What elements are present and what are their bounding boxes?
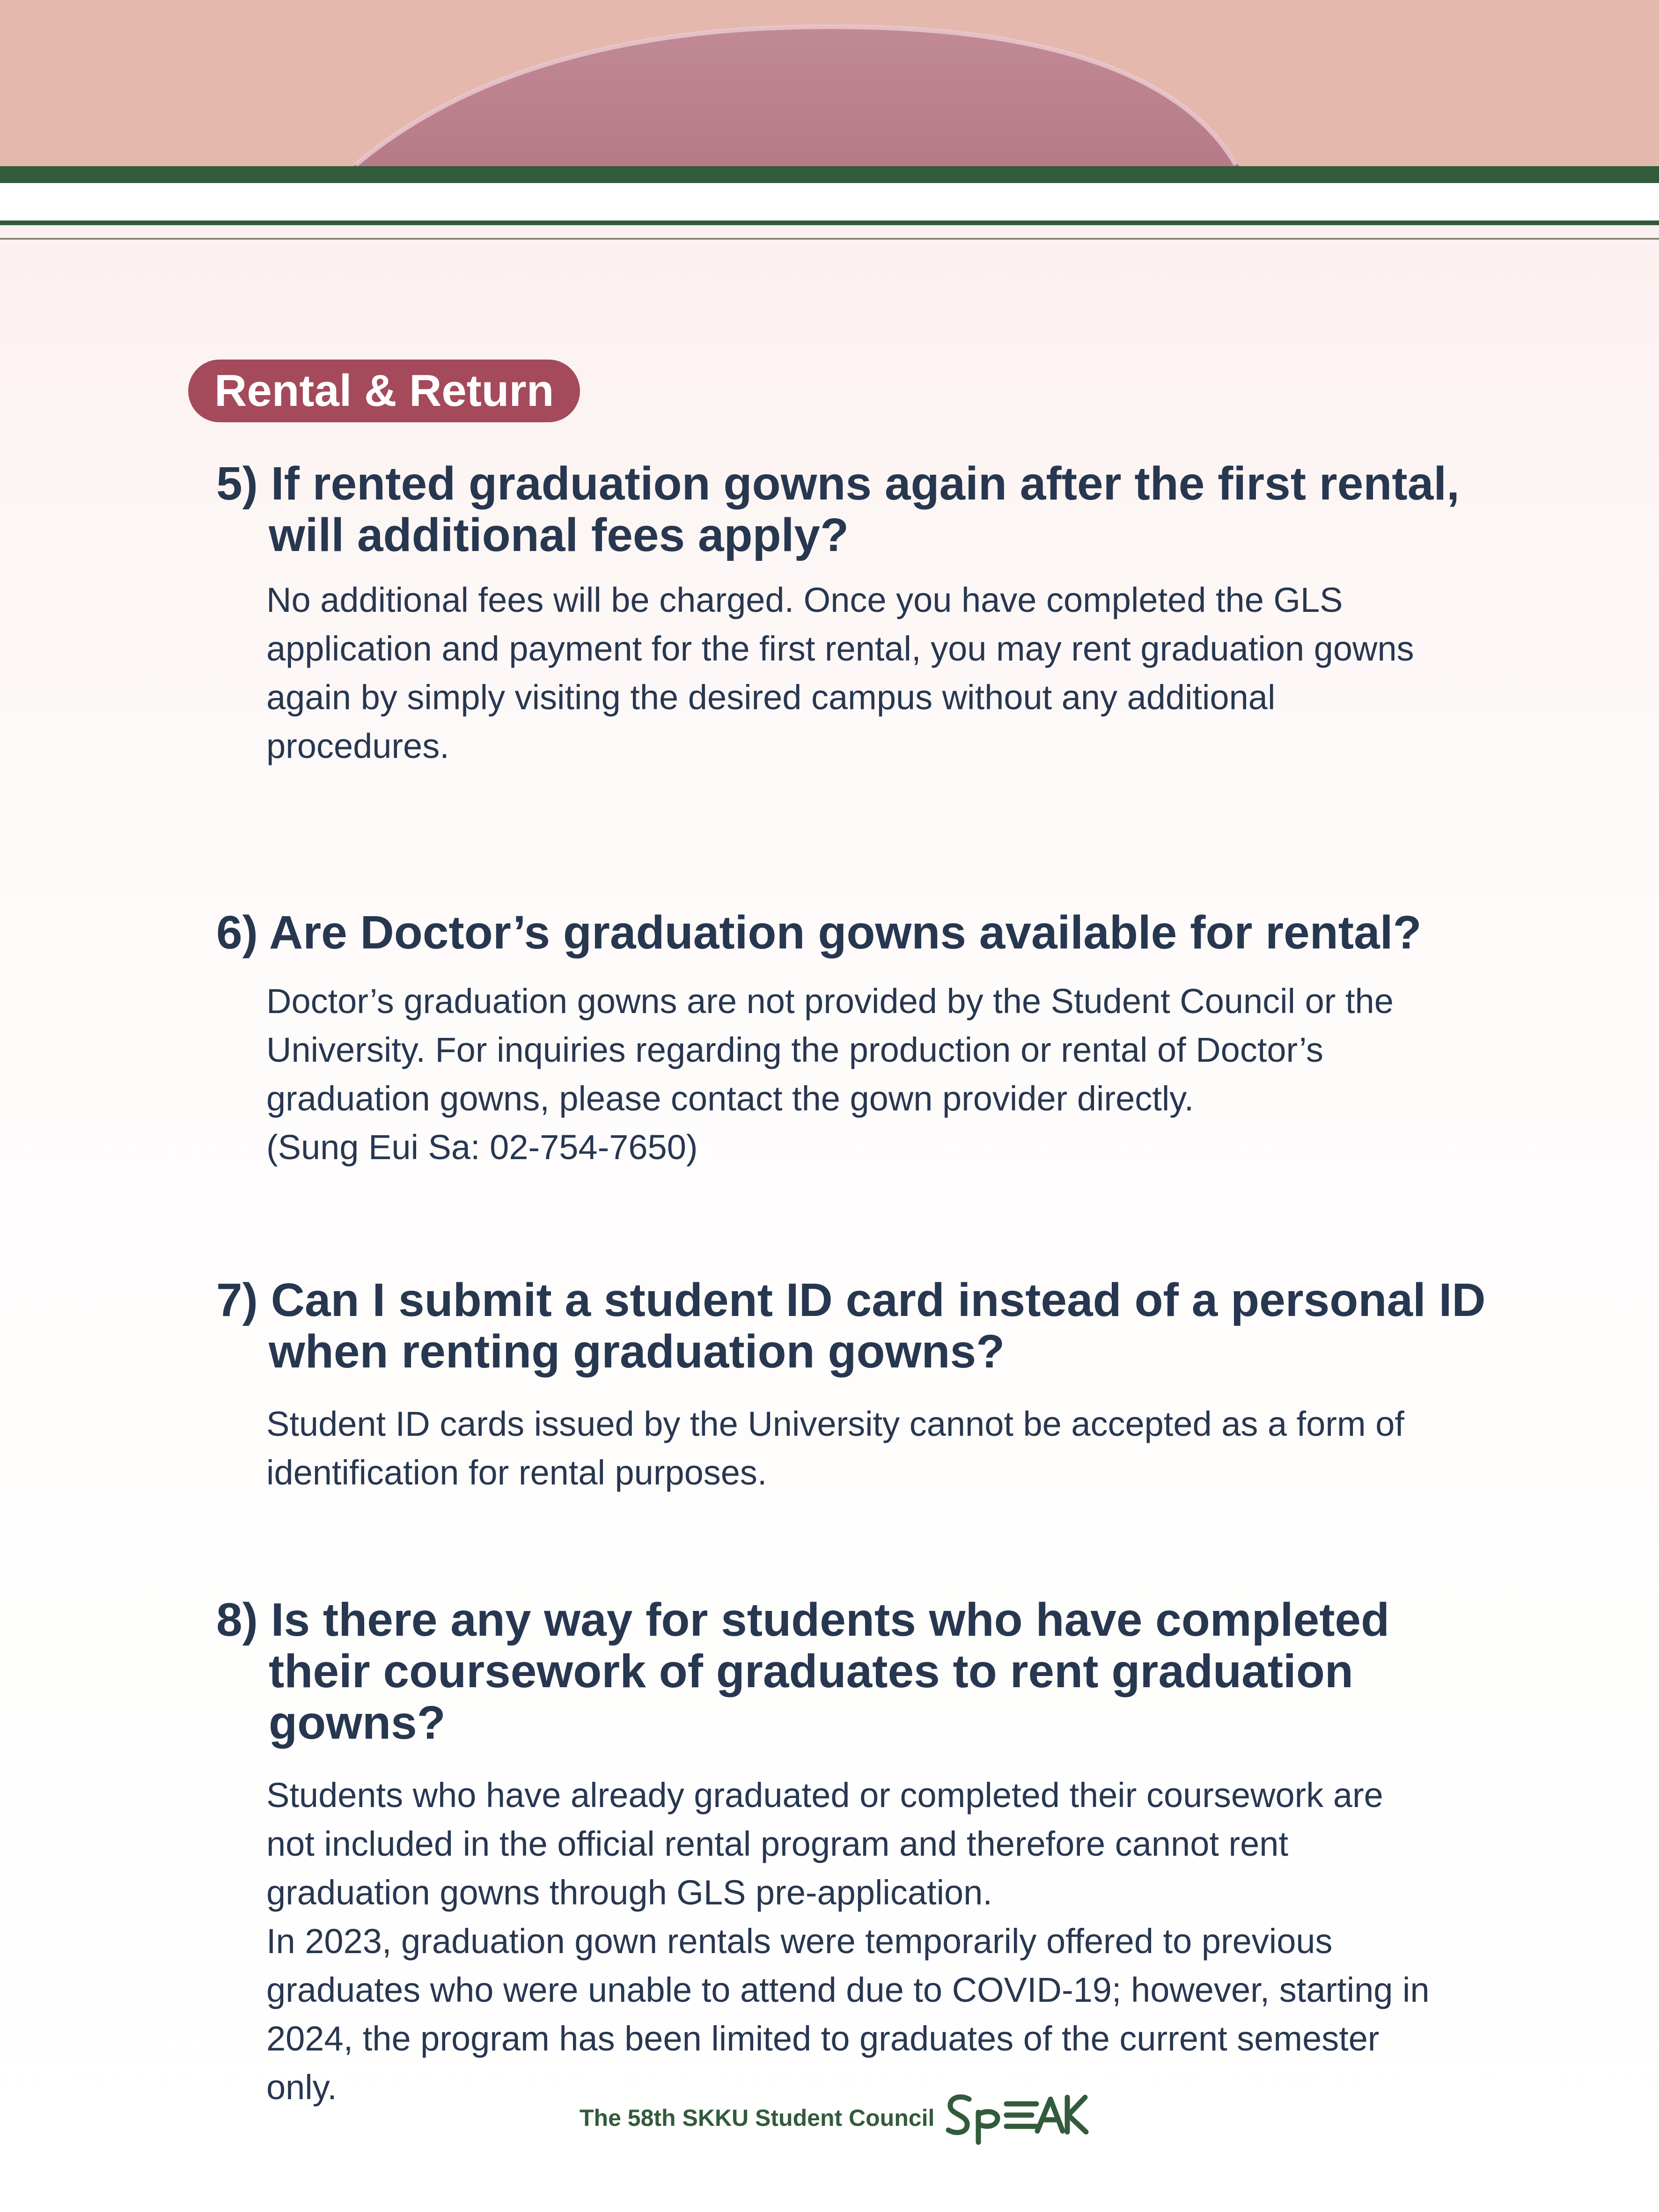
faq-answer-line: (Sung Eui Sa: 02-754-7650) [266,1128,698,1167]
faq-answer-line: 2024, the program has been limited to graduates of the current semester [266,2019,1380,2058]
footer-council-name: The 58th SKKU Student Council [580,2105,935,2131]
faq-question: 5) If rented graduation gowns again after the first rental, will additional fees apply? [216,457,1460,561]
faq-answer [266,1771,1493,2112]
faq-item-6 [216,907,1490,1172]
faq-answer-line: graduation gowns, please contact the gown provider directly. [266,1079,1194,1118]
faq-answer [266,1400,1493,1497]
faq-answer-line: Doctor’s graduation gowns are not provided by the Student Council or the [266,982,1394,1021]
faq-question: 8) Is there any way for students who have completed their coursework of graduates to rent graduation gowns? [216,1594,1390,1749]
header-stripe-green [0,220,1659,225]
faq-answer [266,977,1493,1172]
faq-answer-line: identification for rental purposes. [266,1453,767,1492]
faq-answer-line: not included in the official rental program and therefore cannot rent [266,1824,1288,1863]
section-tag: Rental & Return [188,360,580,422]
faq-answer-line: application and payment for the first rental, you may rent graduation gowns [266,629,1414,668]
faq-item-5 [216,458,1490,771]
speak-logo-icon [945,2090,1090,2146]
faq-answer-line: Student ID cards issued by the University cannot be accepted as a form of [266,1404,1404,1443]
faq-answer [266,576,1493,771]
faq-question: 7) Can I submit a student ID card instead of a personal ID when renting graduation gowns? [216,1274,1486,1378]
faq-answer-line: Students who have already graduated or completed their coursework are [266,1776,1383,1815]
faq-answer-line: only. [266,2068,337,2107]
header-stripe-white [0,183,1659,220]
faq-answer-line: University. For inquiries regarding the production or rental of Doctor’s [266,1030,1324,1069]
faq-answer-line: No additional fees will be charged. Once you have completed the GLS [266,581,1343,619]
faq-answer-line: again by simply visiting the desired campus without any additional [266,678,1276,717]
faq-answer-line: graduates who were unable to attend due to COVID-19; however, starting in [266,1970,1430,2009]
faq-answer-line: procedures. [266,727,449,765]
header-stripe-thick [0,166,1659,183]
faq-answer-line: In 2023, graduation gown rentals were temporarily offered to previous [266,1922,1333,1961]
footer [580,2090,1090,2146]
faq-question: 6) Are Doctor’s graduation gowns available for rental? [216,906,1422,959]
header-banner [0,0,1659,169]
faq-item-8 [216,1594,1490,2112]
header-stripe-thin [0,238,1659,240]
faq-item-7 [216,1274,1490,1497]
banner-dome-graphic [0,0,1659,169]
faq-answer-line: graduation gowns through GLS pre-application. [266,1873,992,1912]
